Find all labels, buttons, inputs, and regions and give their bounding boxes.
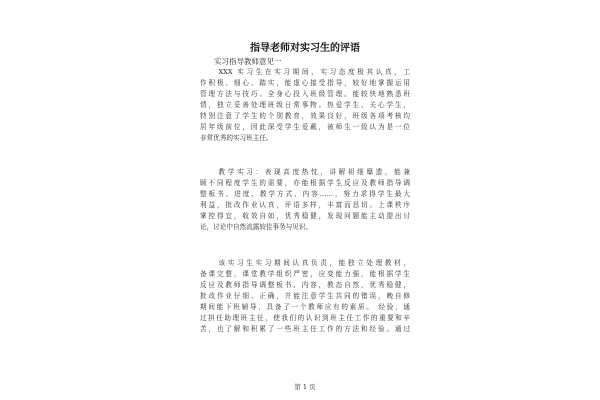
text-line: 教学实习：表现高度热忱，讲解祖细靡遗，能兼 [200, 168, 410, 176]
text-line: 居年级前位，因此深受学生爱戴，被师生一致认为是一位 [200, 123, 410, 131]
text-line: 反应及教师指导调整板书、内容，教态自然，优秀稳健， [200, 281, 410, 289]
text-line: 该实习生实习期间认真负责，能独立处理教材， [200, 259, 410, 267]
document-title: 指导老师对实习生的评语 [250, 43, 360, 54]
document-page [200, 0, 410, 400]
paragraph-3 [200, 258, 410, 335]
page-number: 第 1 页 [294, 383, 316, 391]
paragraph-2 [200, 167, 410, 233]
text-line: 整板书、进度、教学方式、内容……，努力求得学生最大 [200, 190, 410, 198]
text-line: 非常优秀的实习班主任。 [200, 134, 273, 142]
text-line: 管理方法与技巧。全身心投入班级管理。能较快地熟悉班 [200, 90, 410, 98]
text-line: 论，讨论中自然流露较佳事务与见识。 [200, 223, 313, 231]
text-line: 掌控得宜，收效自如，优秀稳健，发现问题能主动提出讨 [200, 212, 410, 220]
text-line: 期间能下班辅导，具备了一个教师应有的素质。 经验，通 [200, 303, 410, 311]
paragraph-1 [200, 67, 410, 144]
text-line: 苦，也了解和积累了一些班主任工作的方法和经验。通过 [200, 325, 410, 333]
text-line: 顾不同程度学生的需要，亦能根据学生反应及教师指导调 [200, 179, 410, 187]
text-line: 备课完整，课堂教学组织严密，应变能力强，能根据学生 [200, 270, 410, 278]
text-line: 过担任助理班主任，使我们的认识到班主任工作的重要和辛 [200, 314, 410, 322]
text-line: 利益，批改作业认真，评语多样，丰富而恳切。上课秩序 [200, 201, 410, 209]
text-line: 情，独立妥善处理班级日常事物。热爱学生、关心学生， [200, 101, 410, 109]
text-line: XXX 实习生在实习期间，实习态度极其认真，工 [200, 68, 410, 76]
text-line: 作积极、细心、踏实，能虚心接受指导，较好地掌握运用 [200, 79, 410, 87]
text-line: 批改作业仔细、正确，并能注意学生共同的错误，晚自修 [200, 292, 410, 300]
text-line: 特别注意了学生的个别教育，效果良好，班级各项考核均 [200, 112, 410, 120]
document-subtitle: 实习指导教师意见一 [214, 57, 282, 66]
